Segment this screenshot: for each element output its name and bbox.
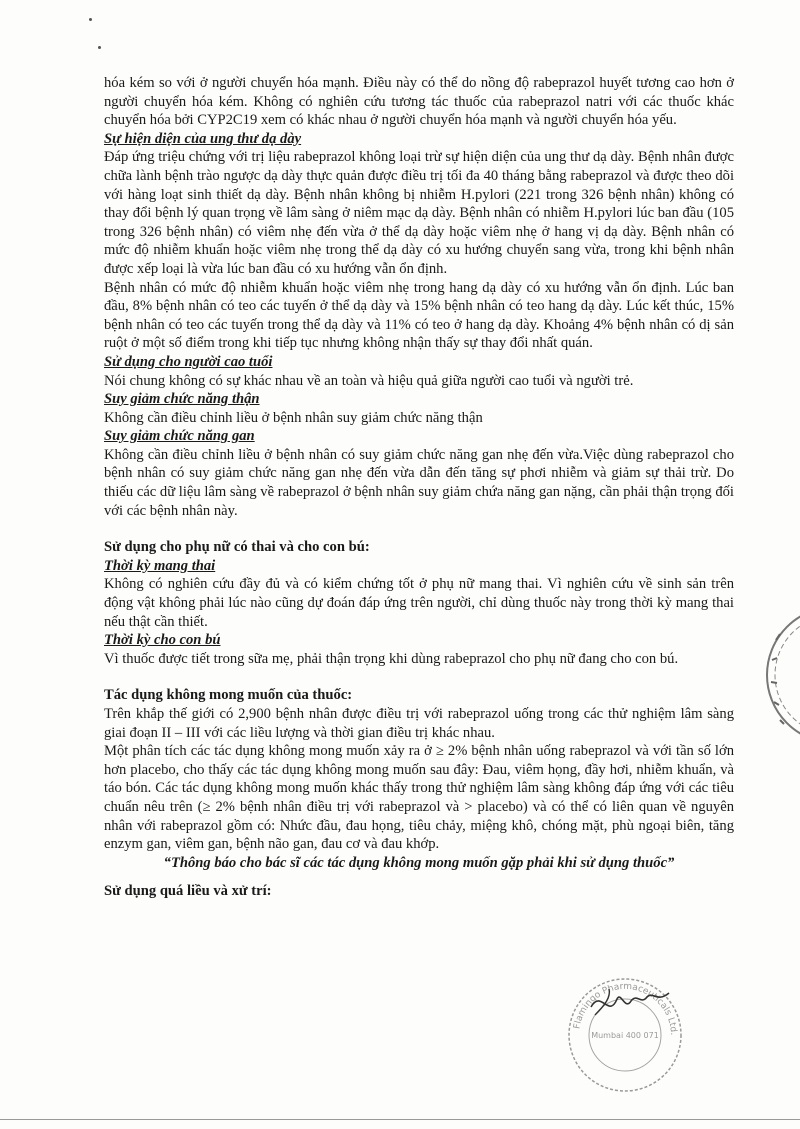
heading-pregnancy-lactation: Sử dụng cho phụ nữ có thai và cho con bú: (104, 539, 370, 556)
lactation-paragraph: Vì thuốc được tiết trong sữa mẹ, phải thận trọng khi dùng rabeprazol cho phụ nữ đang cho con bú. (104, 650, 679, 667)
document-body (104, 74, 734, 901)
intro-paragraph: hóa kém so với ở người chuyển hóa mạnh. Điều này có thể do nồng độ rabeprazol huyết tương cao hơn ở người chuyển hóa kém. Không có nghiên cứu tương tác thuốc của rabeprazol natri với các thuốc khác chuyển hóa bởi CYP2C19 xem có khác nhau ở người chuyển hóa mạnh và người chuyển hóa yếu. (104, 75, 734, 129)
heading-renal-impairment: Suy giảm chức năng thận (104, 391, 260, 408)
adverse-effects-paragraph-2: Một phân tích các tác dụng không mong muốn xảy ra ở ≥ 2% bệnh nhân uống rabeprazol và với tần số lớn hơn placebo, cho thấy các tác dụng không mong muốn sau đây: Đau, viêm họng, đầy hơi, nhiễm khuẩn, và táo bón. Các tác dụng không mong muốn khác thấy trong thử nghiệm lâm sàng không đáp ứng với các tiêu chuẩn nêu trên (≥ 2% bệnh nhân điều trị với rabeprazol và > placebo) và có thể có liên quan về nguyên nhân với rabeprazol gồm có: Nhức đầu, đau họng, tiêu chảy, miệng khô, chóng mặt, phù ngoại biên, tăng enzym gan, viêm gan, bệnh não gan, đau cơ và đau khớp. (104, 743, 734, 853)
gastric-cancer-paragraph-2: Bệnh nhân có mức độ nhiễm khuẩn hoặc viêm nhẹ trong hang dạ dày có xu hướng vẫn ổn định. Lúc ban đầu, 8% bệnh nhân có teo các tuyến ở thể dạ dày và 15% bệnh nhân có teo hang dạ dày. Lúc kết thúc, 15% bệnh nhân có teo các tuyến trong thể dạ dày và 11% có teo ở hang dạ dày. Khoảng 4% bệnh nhân có dị sản ruột ở một số điểm trong khi tiếp tục nhưng không nhận thấy sự thay đổi nhất quán. (104, 279, 734, 352)
heading-pregnancy: Thời kỳ mang thai (104, 557, 216, 574)
heading-hepatic-impairment: Suy giảm chức năng gan (104, 428, 255, 445)
heading-lactation: Thời kỳ cho con bú (104, 632, 221, 649)
heading-overdose: Sử dụng quá liều và xử trí: (104, 883, 272, 900)
seal-fragment (760, 600, 800, 750)
company-stamp (565, 975, 685, 1095)
adverse-effects-paragraph-1: Trên khắp thế giới có 2,900 bệnh nhân được điều trị với rabeprazol uống trong các thử nghiệm lâm sàng giai đoạn II – III với các liều lượng và thời gian điều trị khác nhau. (104, 706, 734, 741)
renal-impairment-paragraph: Không cần điều chỉnh liều ở bệnh nhân suy giảm chức năng thận (104, 409, 483, 426)
heading-adverse-effects: Tác dụng không mong muốn của thuốc: (104, 687, 353, 704)
hepatic-impairment-paragraph: Không cần điều chỉnh liều ở bệnh nhân có suy giảm chức năng gan nhẹ đến vừa.Việc dùng rabeprazol cho bệnh nhân có suy giảm chức năng gan nhẹ đến vừa dẫn đến tăng sự phơi nhiễm và giảm sự thải trừ. Do thiếu các dữ liệu lâm sàng về rabeprazol ở bệnh nhân suy giảm chứa năng gan nặng, cần phải thận trọng đối với các bệnh nhân này. (104, 446, 734, 519)
scan-speck (98, 46, 101, 49)
gastric-cancer-paragraph-1: Đáp ứng triệu chứng với trị liệu rabeprazol không loại trừ sự hiện diện của ung thư dạ dày. Bệnh nhân được chữa lành bệnh trào ngược dạ dày thực quản được điều trị tối đa 40 tháng bằng rabeprazol và được theo dõi với hàng loạt sinh thiết dạ dày. Bệnh nhân không bị nhiễm H.pylori (221 trong 326 bệnh nhân) không có thay đổi bệnh lý quan trọng về lâm sàng ở niêm mạc dạ dày. Bệnh nhân có nhiễm H.pylori lúc ban đầu (105 trong 326 bệnh nhân) có viêm nhẹ đến vừa ở thể dạ dày hoặc viêm nhẹ ở hang vị dạ dày. Bệnh nhân có mức độ nhiễm khuẩn hoặc viêm nhẹ trong thể dạ dày có xu hướng chuyển sang vừa, trong khi bệnh nhân được xếp loại là vừa lúc ban đầu có xu hướng vẫn ổn định. (104, 149, 734, 277)
elderly-paragraph: Nói chung không có sự khác nhau về an toàn và hiệu quả giữa người cao tuổi và người trẻ. (104, 372, 634, 389)
pregnancy-paragraph: Không có nghiên cứu đầy đủ và có kiểm chứng tốt ở phụ nữ mang thai. Vì nghiên cứu về sinh sản trên động vật không phải lúc nào cũng dự đoán đáp ứng trên người, chỉ dùng thuốc này trong thời kỳ mang thai nếu thật cần thiết. (104, 576, 734, 630)
stamp-ring-text: Flamingo Pharmaceuticals Ltd. (572, 981, 679, 1036)
stamp-center-text: Mumbai 400 071 (591, 1031, 659, 1040)
heading-elderly: Sử dụng cho người cao tuổi (104, 353, 273, 370)
page-edge-line (0, 1119, 800, 1120)
heading-gastric-cancer: Sự hiện diện của ung thư dạ dày (104, 130, 302, 147)
scan-speck (89, 18, 92, 21)
adverse-effects-notice: “Thông báo cho bác sĩ các tác dụng không mong muốn gặp phải khi sử dụng thuốc” (163, 854, 675, 871)
